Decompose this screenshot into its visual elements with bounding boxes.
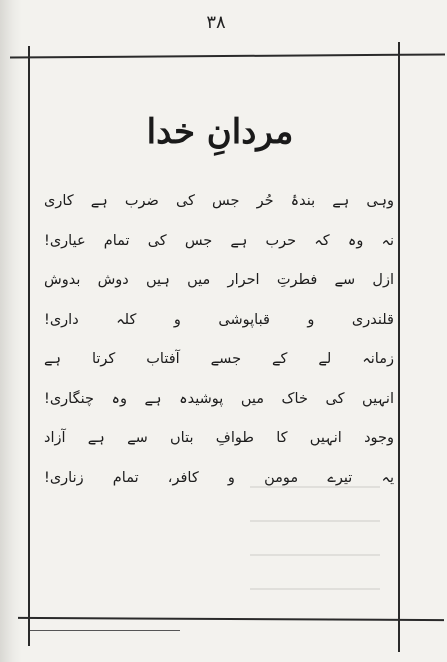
- right-border-rule: [398, 42, 400, 652]
- verse-line: نہ وہ کہ حرب ہے جس کی تمام عیاری!: [44, 232, 394, 249]
- verse-line: ازل سے فطرتِ احرار میں ہیں دوش بدوش: [44, 272, 394, 288]
- top-border-rule: [10, 53, 445, 58]
- verse-line: انہیں کی خاک میں پوشیدہ ہے وہ چنگاری!: [44, 390, 394, 407]
- page-number: ۳۸: [206, 12, 226, 33]
- verse-line: قلندری و قباپوشی و کلہ داری!: [44, 311, 394, 328]
- verse-line: وہی ہے بندۂ حُر جس کی ضرب ہے کاری: [44, 193, 394, 209]
- book-spine-shadow: [0, 0, 22, 662]
- left-border-rule: [28, 46, 30, 646]
- verse-line: زمانہ لے کے جسے آفتاب کرتا ہے: [44, 351, 394, 367]
- bottom-border-rule: [18, 617, 444, 621]
- verse-line: وجود انہیں کا طوافِ بتاں سے ہے آزاد: [44, 430, 394, 446]
- verse-line: یہ تیرے مومن و کافر، تمام زناری!: [44, 469, 394, 486]
- poem-verses: [44, 182, 394, 498]
- poem-title: مردانِ خدا: [146, 112, 294, 152]
- bottom-inner-rule: [30, 630, 180, 631]
